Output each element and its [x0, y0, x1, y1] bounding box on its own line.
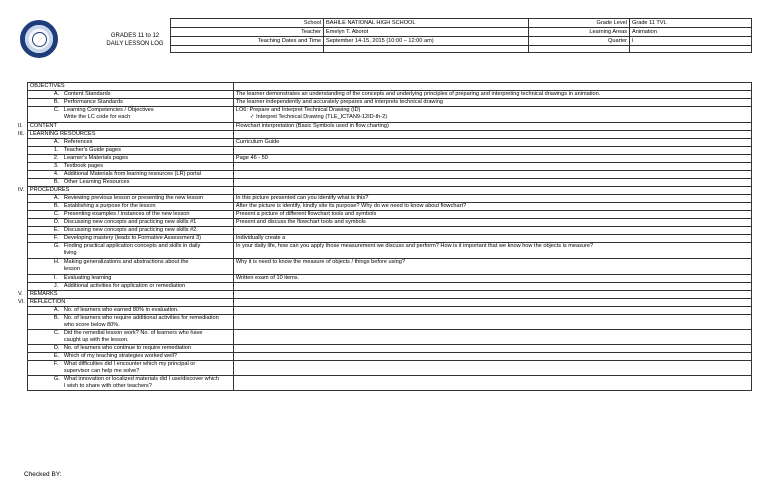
concepts-1-label: Discussing new concepts and practicing new skills #1: [63, 219, 197, 225]
blank-cell: [233, 179, 751, 187]
title-line-2: DAILY LESSON LOG: [106, 41, 164, 47]
table-row: [16, 219, 752, 227]
roman-cell: [16, 376, 27, 391]
blank-cell: [529, 46, 630, 53]
learners-materials-label: Learner's Materials pages: [63, 155, 129, 161]
table-row: [16, 353, 752, 361]
deped-seal-icon: [20, 20, 58, 58]
row-label: [27, 315, 233, 330]
generalization-label-cont: lesson: [63, 266, 81, 272]
row-label: [27, 139, 233, 147]
blank-cell: [233, 131, 751, 139]
examples-value: Present a picture of different flowchart tools and symbols: [233, 211, 751, 219]
row-marker: F.: [53, 361, 59, 367]
purpose-label: Establishing a purpose for the lesson: [63, 203, 156, 209]
competencies-value: [233, 107, 751, 123]
row-marker: B.: [53, 99, 60, 105]
teacher-label: Teacher: [171, 28, 324, 37]
roman-cell: [16, 275, 27, 283]
roman-numeral: III.: [18, 130, 25, 137]
references-value: Curriculum Guide: [233, 139, 751, 147]
reflection-b-cont: who score below 80%.: [63, 322, 120, 328]
roman-cell: [16, 179, 27, 187]
section-procedures: [16, 187, 752, 195]
roman-numeral: IV.: [18, 186, 25, 193]
table-row: [16, 107, 752, 123]
roman-cell: [16, 227, 27, 235]
roman-cell: [16, 353, 27, 361]
performance-standards-value: The learner independently and accurately prepares and interprets technical drawing: [233, 99, 751, 107]
row-marker: J.: [53, 283, 59, 289]
blank-cell: [233, 353, 751, 361]
competencies-label: Learning Competencies / Objectives: [63, 107, 154, 113]
school-label: School: [171, 19, 324, 28]
section-heading: CONTENT: [27, 123, 233, 131]
performance-standards-label: Performance Standards: [63, 99, 123, 105]
checked-by-label: Checked BY:: [24, 471, 62, 478]
section-resources: [16, 131, 752, 139]
row-label: [27, 203, 233, 211]
header-table: [170, 18, 752, 53]
reflection-c: Did the remedial lesson work? No. of learners who have: [63, 330, 203, 336]
row-label: [27, 330, 233, 345]
row-marker: 2.: [53, 155, 59, 161]
row-marker: A.: [53, 307, 60, 313]
row-label: [27, 243, 233, 259]
roman-cell: [16, 361, 27, 376]
reflection-f: What difficulties did I encounter which my principal or: [63, 361, 196, 367]
row-marker: A.: [53, 195, 60, 201]
roman-cell: [16, 107, 27, 123]
roman-cell: [16, 99, 27, 107]
application-label: Finding practical application concepts and skills in daily: [63, 243, 201, 249]
row-marker: D.: [53, 345, 60, 351]
content-value: Flowchart interpretation (Basic Symbols used in flow charting): [233, 123, 751, 131]
row-label: [27, 211, 233, 219]
roman-cell: [16, 219, 27, 227]
grade-value: Grade 11 TVL: [630, 19, 752, 28]
row-label: [27, 99, 233, 107]
roman-cell: [16, 259, 27, 275]
section-reflection: [16, 299, 752, 307]
roman-numeral: VI.: [18, 298, 25, 305]
row-label: [27, 171, 233, 179]
blank-cell: [233, 291, 751, 299]
blank-cell: [233, 171, 751, 179]
row-label: [27, 275, 233, 283]
other-resources-label: Other Learning Resources: [63, 179, 130, 185]
table-row: [16, 211, 752, 219]
area-label: Learning Areas: [529, 28, 630, 37]
row-label: [27, 163, 233, 171]
table-row: [16, 195, 752, 203]
row-marker: I.: [53, 275, 57, 281]
section-heading: REMARKS: [27, 291, 233, 299]
blank-cell: [233, 307, 751, 315]
roman-cell: [16, 171, 27, 179]
concepts-1-value: Present and discuss the flowchart tools and symbols: [233, 219, 751, 227]
table-row: [16, 235, 752, 243]
row-label: [27, 107, 233, 123]
row-label: [27, 283, 233, 291]
blank-cell: [233, 345, 751, 353]
table-row: [16, 99, 752, 107]
table-row: [16, 376, 752, 391]
dates-value: September 14-15, 2015 (10:00 – 12:00 am): [324, 37, 529, 46]
row-label: [27, 353, 233, 361]
teachers-guide-label: Teacher's Guide pages: [63, 147, 121, 153]
blank-cell: [233, 315, 751, 330]
row-marker: 3.: [53, 163, 59, 169]
reflection-a: No. of learners who earned 80% in evaluation.: [63, 307, 179, 313]
row-marker: B.: [53, 179, 60, 185]
evaluation-label: Evaluating learning: [63, 275, 112, 281]
reflection-b: No. of learners who require additional activities for remediation: [63, 315, 219, 321]
row-label: [27, 376, 233, 391]
blank-cell: [324, 46, 529, 53]
row-marker: C.: [53, 330, 60, 336]
row-marker: A.: [53, 139, 60, 145]
roman-cell: [16, 345, 27, 353]
row-marker: F.: [53, 235, 59, 241]
school-value: BAHILE NATIONAL HIGH SCHOOL: [324, 19, 529, 28]
row-marker: C.: [53, 211, 60, 217]
reflection-g-cont: I wish to share with other teachers?: [63, 383, 152, 389]
table-row: [16, 243, 752, 259]
blank-cell: [171, 46, 324, 53]
teacher-value: Emelyn T. Aborot: [324, 28, 529, 37]
lo6-text: LO6: Prepare and Interpret Technical Drawing (ID): [235, 107, 361, 113]
row-marker: A.: [53, 91, 60, 97]
section-heading: PROCEDURES: [27, 187, 233, 195]
review-label: Reviewing previous lesson or presenting the new lesson: [63, 195, 204, 201]
table-row: [16, 139, 752, 147]
row-label: [27, 155, 233, 163]
roman-cell: [16, 163, 27, 171]
section-heading: REFLECTION: [27, 299, 233, 307]
table-row: [16, 259, 752, 275]
roman-cell: [16, 307, 27, 315]
application-label-cont: living: [63, 250, 77, 256]
roman-cell: [16, 147, 27, 155]
row-label: [27, 361, 233, 376]
quarter-label: Quarter: [529, 37, 630, 46]
table-row: [16, 171, 752, 179]
row-label: [27, 345, 233, 353]
roman-cell: [16, 283, 27, 291]
remediation-label: Additional activities for application or remediation: [63, 283, 186, 289]
row-label: [27, 219, 233, 227]
blank-cell: [233, 376, 751, 391]
roman-cell: [16, 243, 27, 259]
application-value: In your daily life, how can you apply those measurement we discuss and perform? How is it important that we know how the objects is measure?: [233, 243, 751, 259]
section-objectives: [16, 83, 752, 91]
reflection-g: What innovation or localized materials did I use/discover which: [63, 376, 219, 382]
blank-cell: [630, 46, 752, 53]
roman-cell: [16, 211, 27, 219]
section-heading: OBJECTIVES: [27, 83, 233, 91]
reflection-e: Which of my teaching strategies worked well?: [63, 353, 178, 359]
table-row: [16, 307, 752, 315]
examples-label: Presenting examples / instances of the new lesson: [63, 211, 190, 217]
row-label: [27, 91, 233, 99]
quarter-value: I: [630, 37, 752, 46]
row-marker: G.: [53, 243, 60, 249]
roman-cell: [16, 330, 27, 345]
roman-cell: [16, 91, 27, 99]
reflection-d: No. of learners who continue to require remediation: [63, 345, 192, 351]
review-value: In this picture presented can you identify what is this?: [233, 195, 751, 203]
row-label: [27, 179, 233, 187]
table-row: [16, 147, 752, 155]
blank-cell: [233, 163, 751, 171]
roman-cell: [16, 203, 27, 211]
blank-cell: [233, 299, 751, 307]
lesson-log-title: [100, 32, 170, 48]
table-row: [16, 163, 752, 171]
evaluation-value: Written exam of 10 items.: [233, 275, 751, 283]
row-marker: H.: [53, 259, 60, 265]
table-row: [16, 227, 752, 235]
table-row: [16, 315, 752, 330]
learners-materials-value: Page 46 - 50: [233, 155, 751, 163]
grade-label: Grade Level: [529, 19, 630, 28]
roman-cell: [16, 139, 27, 147]
generalization-value: Why it is need to know the measure of objects / things before using?: [233, 259, 751, 275]
blank-cell: [233, 83, 751, 91]
section-heading: LEARNING RESOURCES: [27, 131, 233, 139]
row-label: [27, 259, 233, 275]
roman-cell: [16, 155, 27, 163]
blank-cell: [233, 330, 751, 345]
roman-cell: [16, 235, 27, 243]
row-label: [27, 307, 233, 315]
reflection-f-cont: supervisor can help me solve?: [63, 368, 140, 374]
purpose-value: After the picture is identify, kindly site its purpose? Why do we need to know about flowchart?: [233, 203, 751, 211]
area-value: Animation: [630, 28, 752, 37]
row-label: [27, 235, 233, 243]
table-row: [16, 283, 752, 291]
row-label: [27, 195, 233, 203]
table-row: [16, 91, 752, 99]
blank-cell: [233, 147, 751, 155]
table-row: [16, 179, 752, 187]
row-marker: C.: [53, 107, 60, 113]
table-row: [16, 203, 752, 211]
reflection-c-cont: caught up with the lesson.: [63, 337, 129, 343]
roman-numeral: II.: [18, 122, 23, 129]
row-label: [27, 227, 233, 235]
roman-cell: [16, 315, 27, 330]
table-row: [16, 345, 752, 353]
row-marker: E.: [53, 227, 60, 233]
table-row: [16, 361, 752, 376]
concepts-2-label: Discussing new concepts and practicing new skills #2.: [63, 227, 198, 233]
section-remarks: [16, 291, 752, 299]
row-marker: D.: [53, 219, 60, 225]
section-content: [16, 123, 752, 131]
row-marker: B.: [53, 315, 60, 321]
lesson-table: [16, 82, 752, 391]
mastery-value: Individually create a: [233, 235, 751, 243]
content-standards-value: The learner demonstrates an understanding of the concepts and underlying principles of preparing and interpreting technical drawings in animation.: [233, 91, 751, 99]
table-row: [16, 330, 752, 345]
table-row: [16, 275, 752, 283]
roman-cell: [16, 195, 27, 203]
textbook-label: Textbook pages: [63, 163, 104, 169]
content-standards-label: Content Standards: [63, 91, 111, 97]
header-block: [16, 18, 752, 62]
row-marker: 1.: [53, 147, 59, 153]
row-marker: B.: [53, 203, 60, 209]
blank-cell: [233, 187, 751, 195]
additional-materials-label: Additional Materials from learning resources (LR) portal: [63, 171, 201, 177]
references-label: References: [63, 139, 93, 145]
roman-numeral: V.: [18, 290, 23, 297]
blank-cell: [233, 361, 751, 376]
mastery-label: Developing mastery (leads to Formative Assessment 3): [63, 235, 201, 241]
lc-code-note: Write the LC code for each: [63, 114, 131, 120]
generalization-label: Making generalizations and abstractions about the: [63, 259, 189, 265]
blank-cell: [233, 227, 751, 235]
row-marker: 4.: [53, 171, 59, 177]
lc-code-text: Interpret Technical Drawing (TLE_ICTAN9-12ID-Ih-2): [256, 114, 388, 120]
table-row: [16, 155, 752, 163]
check-icon: ✓: [249, 114, 255, 120]
row-marker: E.: [53, 353, 60, 359]
blank-cell: [233, 283, 751, 291]
dates-label: Teaching Dates and Time: [171, 37, 324, 46]
roman-cell: [16, 83, 27, 91]
row-marker: G.: [53, 376, 60, 382]
title-line-1: GRADES 11 to 12: [110, 33, 160, 39]
row-label: [27, 147, 233, 155]
